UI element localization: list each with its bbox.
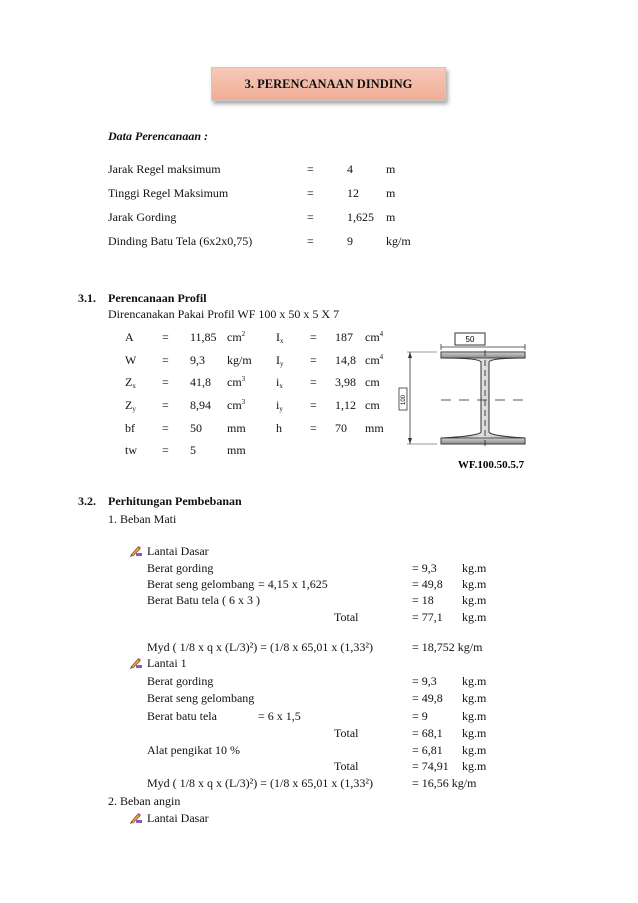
- prop2-symbol: h: [276, 421, 282, 435]
- prop2-unit: cm: [365, 398, 380, 412]
- l1-total-eq: = 68,1: [412, 726, 443, 740]
- lantai-dasar-2-title: Lantai Dasar: [147, 811, 209, 825]
- prop2-symbol: $I_y$: [276, 353, 284, 368]
- l1-total2-unit: kg.m: [462, 759, 487, 773]
- l1-alat-unit: kg.m: [462, 743, 487, 757]
- ld-total-label: Total: [334, 610, 359, 624]
- prop-eq: =: [162, 375, 169, 389]
- l1-row-eq: = 9,3: [412, 674, 437, 688]
- data-row-unit: kg/m: [386, 234, 411, 248]
- ld-myd-eq: = 18,752 kg/m: [412, 640, 483, 654]
- prop-unit: $cm^3$: [227, 398, 246, 412]
- pencil-bullet-icon: [130, 545, 142, 557]
- ld-row-mid: = 4,15 x 1,625: [258, 577, 328, 591]
- lantai-dasar-title: Lantai Dasar: [147, 544, 209, 558]
- l1-row-label: Berat seng gelombang: [147, 691, 255, 705]
- prop-unit: $cm^3$: [227, 375, 246, 389]
- ld-row-eq: = 9,3: [412, 561, 437, 575]
- prop-symbol: tw: [125, 443, 137, 457]
- prop2-value: 187: [335, 330, 353, 344]
- s31-heading: Perencanaan Profil: [108, 291, 207, 305]
- l1-alat-eq: = 6,81: [412, 743, 443, 757]
- ld-total-eq: = 77,1: [412, 610, 443, 624]
- data-row-label: Jarak Gording: [108, 210, 177, 224]
- prop2-eq: =: [310, 330, 317, 344]
- prop2-value: 70: [335, 421, 347, 435]
- prop2-eq: =: [310, 398, 317, 412]
- data-row-unit: m: [386, 210, 396, 224]
- prop2-unit: cm: [365, 375, 380, 389]
- l1-row-unit: kg.m: [462, 709, 487, 723]
- l1-myd: Myd ( 1/8 x q x (L/3)²) = (1/8 x 65,01 x (1,33²): [147, 776, 373, 790]
- data-row-label: Tinggi Regel Maksimum: [108, 186, 229, 200]
- data-row-value: 12: [347, 186, 359, 200]
- data-row-eq: =: [307, 210, 314, 224]
- prop-value: 5: [190, 443, 196, 457]
- l1-myd-eq: = 16,56 kg/m: [412, 776, 477, 790]
- data-row-label: Jarak Regel maksimum: [108, 162, 221, 176]
- i-beam-shape: [441, 352, 525, 444]
- pencil-bullet-icon: [130, 657, 142, 669]
- l1-row-eq: = 49,8: [412, 691, 443, 705]
- data-row-value: 4: [347, 162, 353, 176]
- prop-eq: =: [162, 443, 169, 457]
- prop2-unit: $cm^4$: [365, 353, 384, 367]
- prop-unit: mm: [227, 443, 246, 457]
- ld-row-label: Berat Batu tela ( 6 x 3 ): [147, 593, 260, 607]
- prop2-symbol: $I_x$: [276, 330, 284, 345]
- prop2-symbol: $i_y$: [276, 398, 283, 413]
- s32-heading: Perhitungan Pembebanan: [108, 494, 242, 508]
- ld-row-eq: = 18: [412, 593, 434, 607]
- data-row-value: 1,625: [347, 210, 374, 224]
- prop-value: 41,8: [190, 375, 211, 389]
- figure-caption: WF.100.50.5.7: [457, 459, 525, 471]
- l1-row-mid: = 6 x 1,5: [258, 709, 301, 723]
- prop-value: 9,3: [190, 353, 205, 367]
- l1-row-eq: = 9: [412, 709, 428, 723]
- data-row-unit: m: [386, 162, 396, 176]
- prop-eq: =: [162, 330, 169, 344]
- ld-myd: Myd ( 1/8 x q x (L/3)²) = (1/8 x 65,01 x (1,33²): [147, 640, 373, 654]
- l1-row-unit: kg.m: [462, 674, 487, 688]
- prop-unit: mm: [227, 421, 246, 435]
- data-row-eq: =: [307, 234, 314, 248]
- data-row-eq: =: [307, 186, 314, 200]
- ld-row-label: Berat seng gelombang: [147, 577, 255, 591]
- prop-value: 8,94: [190, 398, 211, 412]
- prop2-eq: =: [310, 421, 317, 435]
- data-row-value: 9: [347, 234, 353, 248]
- data-heading: Data Perencanaan :: [108, 129, 208, 143]
- prop2-value: 14,8: [335, 353, 356, 367]
- l1-row-label: Berat gording: [147, 674, 214, 688]
- s31-subtitle: Direncanakan Pakai Profil WF 100 x 50 x 5 X 7: [108, 307, 340, 321]
- prop-eq: =: [162, 421, 169, 435]
- prop2-symbol: $i_x$: [276, 375, 283, 390]
- width-label: 50: [465, 335, 475, 344]
- prop-value: 11,85: [190, 330, 217, 344]
- prop2-value: 3,98: [335, 375, 356, 389]
- height-label: 100: [401, 394, 407, 405]
- prop2-unit: mm: [365, 421, 384, 435]
- prop-eq: =: [162, 398, 169, 412]
- s32-number: 3.2.: [78, 494, 96, 508]
- data-row-unit: m: [386, 186, 396, 200]
- ld-row-unit: kg.m: [462, 577, 487, 591]
- ld-row-unit: kg.m: [462, 561, 487, 575]
- ld-total-unit: kg.m: [462, 610, 487, 624]
- wf-profile-figure: [395, 328, 535, 473]
- l1-row-unit: kg.m: [462, 691, 487, 705]
- prop2-unit: $cm^4$: [365, 330, 384, 344]
- prop-value: 50: [190, 421, 202, 435]
- prop-unit: kg/m: [227, 353, 252, 367]
- ld-row-label: Berat gording: [147, 561, 214, 575]
- l1-total-label: Total: [334, 726, 359, 740]
- pencil-bullet-icon: [130, 812, 142, 824]
- l1-total-unit: kg.m: [462, 726, 487, 740]
- l1-row-label: Berat batu tela: [147, 709, 217, 723]
- prop-symbol: bf: [125, 421, 135, 435]
- l1-total2-eq: = 74,91: [412, 759, 449, 773]
- lantai-1-title: Lantai 1: [147, 656, 187, 670]
- prop2-eq: =: [310, 353, 317, 367]
- prop-symbol: W: [125, 353, 137, 367]
- prop2-eq: =: [310, 375, 317, 389]
- s31-number: 3.1.: [78, 291, 96, 305]
- prop-unit: $cm^2$: [227, 330, 246, 344]
- data-row-label: Dinding Batu Tela (6x2x0,75): [108, 234, 253, 248]
- section-title: 3. PERENCANAAN DINDING: [211, 67, 446, 101]
- prop-symbol: A: [125, 330, 134, 344]
- prop-symbol: $Z_y$: [125, 398, 136, 413]
- l1-total2-label: Total: [334, 759, 359, 773]
- prop2-value: 1,12: [335, 398, 356, 412]
- prop-eq: =: [162, 353, 169, 367]
- item-beban-angin: 2. Beban angin: [108, 794, 181, 808]
- prop-symbol: $Z_x$: [125, 375, 136, 390]
- data-row-eq: =: [307, 162, 314, 176]
- ld-row-eq: = 49,8: [412, 577, 443, 591]
- item-beban-mati: 1. Beban Mati: [108, 512, 177, 526]
- l1-alat-label: Alat pengikat 10 %: [147, 743, 240, 757]
- ld-row-unit: kg.m: [462, 593, 487, 607]
